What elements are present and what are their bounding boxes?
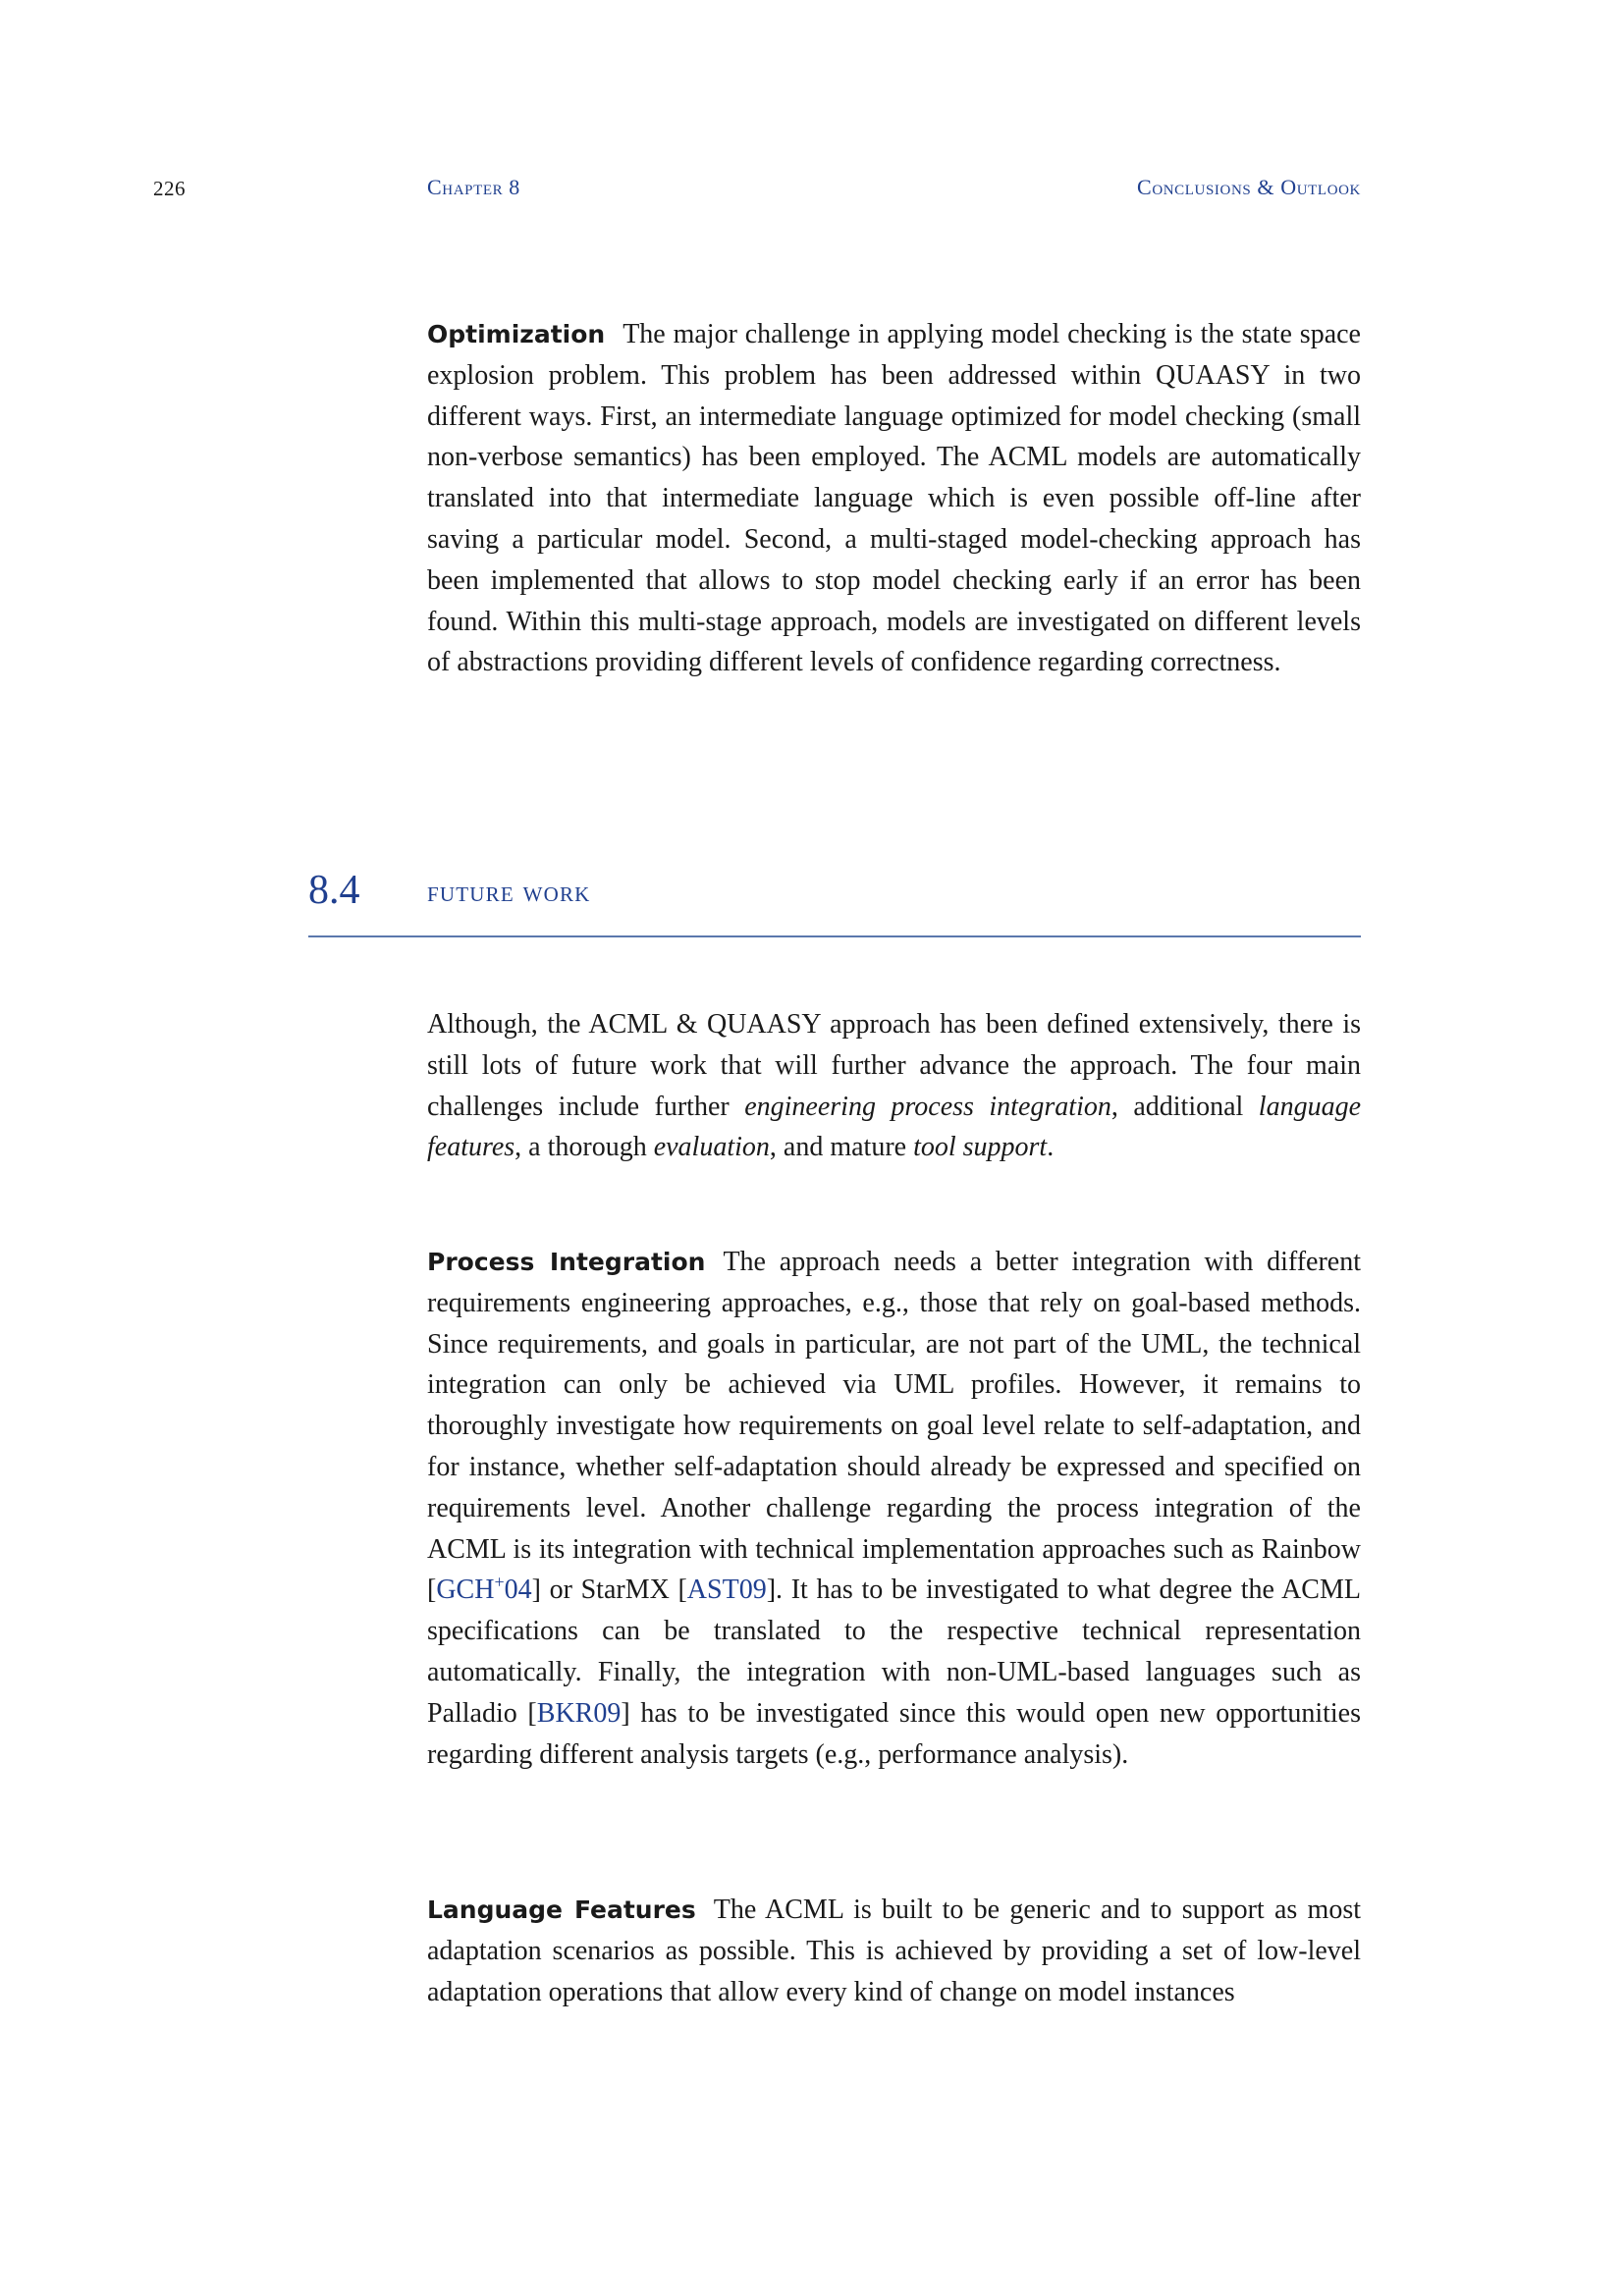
citation-link-bkr09[interactable]: BKR09 — [536, 1697, 622, 1729]
section-rule — [308, 935, 1361, 937]
citation-link-gch04[interactable] — [436, 1575, 531, 1605]
text-run: The approach needs a better integration with different requirements engineering approaches, e.g., those that rely on goal-based methods. Since requirements, and goals in particular, are not part of the UML, the technical integration can only be achieved via UML profiles. However, it remains to thoroughly investigate how requirements on goal level relate to self-adaptation, and for instance, whether self-adaptation should already be expressed and specified on requirements level. Another challenge regarding the process integration of the ACML is its integration with technical implementation approaches such as Rainbow [ — [427, 1247, 1361, 1606]
text-run: ]. It has to be investigated to what degree the ACML specifications can be translated to the respective technical representation automatically. Finally, the integration with non-UML-based languages such as Palladio [ — [427, 1575, 1361, 1729]
paragraph-future-work-intro — [427, 1004, 1361, 1168]
text-run: . — [1047, 1132, 1055, 1163]
text-run: , a thorough — [514, 1132, 654, 1163]
text-run: , additional — [1110, 1091, 1259, 1122]
emphasis: tool support — [913, 1132, 1048, 1163]
paragraph-text: The ACML is built to be generic and to support as most adaptation scenarios as possible. This is achieved by providing a set of low-level adaptation operations that allow every kind of change on model instances — [427, 1895, 1361, 2007]
text-run: , and mature — [769, 1132, 914, 1163]
paragraph-text: The major challenge in applying model checking is the state space explosion problem. This problem has been addressed within QUAASY in two different ways. First, an intermediate language optimized for model checking (small non-verbose semantics) has been employed. The ACML models are automatically translated into that intermediate language which is even possible off-line after saving a particular model. Second, a multi-staged model-checking approach has been implemented that allows to stop model checking early if an error has been found. Within this multi-stage approach, models are investigated on different levels of abstractions providing different levels of confidence regarding correctness. — [427, 319, 1361, 678]
running-header-section: Conclusions & Outlook — [1137, 175, 1361, 199]
paragraph-heading-process-integration: Process Integration — [427, 1248, 706, 1276]
page-number: 226 — [153, 177, 186, 200]
citation-link-ast09[interactable]: AST09 — [686, 1575, 767, 1606]
paragraph-process-integration — [427, 1242, 1361, 1775]
emphasis: engineering process integration — [744, 1091, 1111, 1122]
citation-tail: 04 — [504, 1575, 532, 1606]
paragraph-heading-language-features: Language Features — [427, 1896, 696, 1924]
text-run: Although, the ACML & QUAASY approach has been defined extensively, there is still lots of future work that will further advance the approach. The four main challenges include further — [427, 1009, 1361, 1122]
citation-base: GCH — [436, 1575, 495, 1606]
running-header-chapter: Chapter 8 — [427, 175, 520, 199]
paragraph-language-features — [427, 1890, 1361, 2012]
emphasis: evaluation — [653, 1132, 770, 1163]
paragraph-optimization — [427, 314, 1361, 683]
paragraph-heading-optimization: Optimization — [427, 320, 606, 348]
section-title: future work — [427, 876, 591, 908]
text-run: ] has to be investigated since this would open new opportunities regarding different analysis targets (e.g., performance analysis). — [427, 1697, 1362, 1770]
section-number: 8.4 — [308, 868, 360, 913]
citation-superscript: + — [494, 1573, 505, 1593]
emphasis: language features — [427, 1091, 1362, 1163]
text-run: ] or StarMX [ — [531, 1575, 687, 1606]
